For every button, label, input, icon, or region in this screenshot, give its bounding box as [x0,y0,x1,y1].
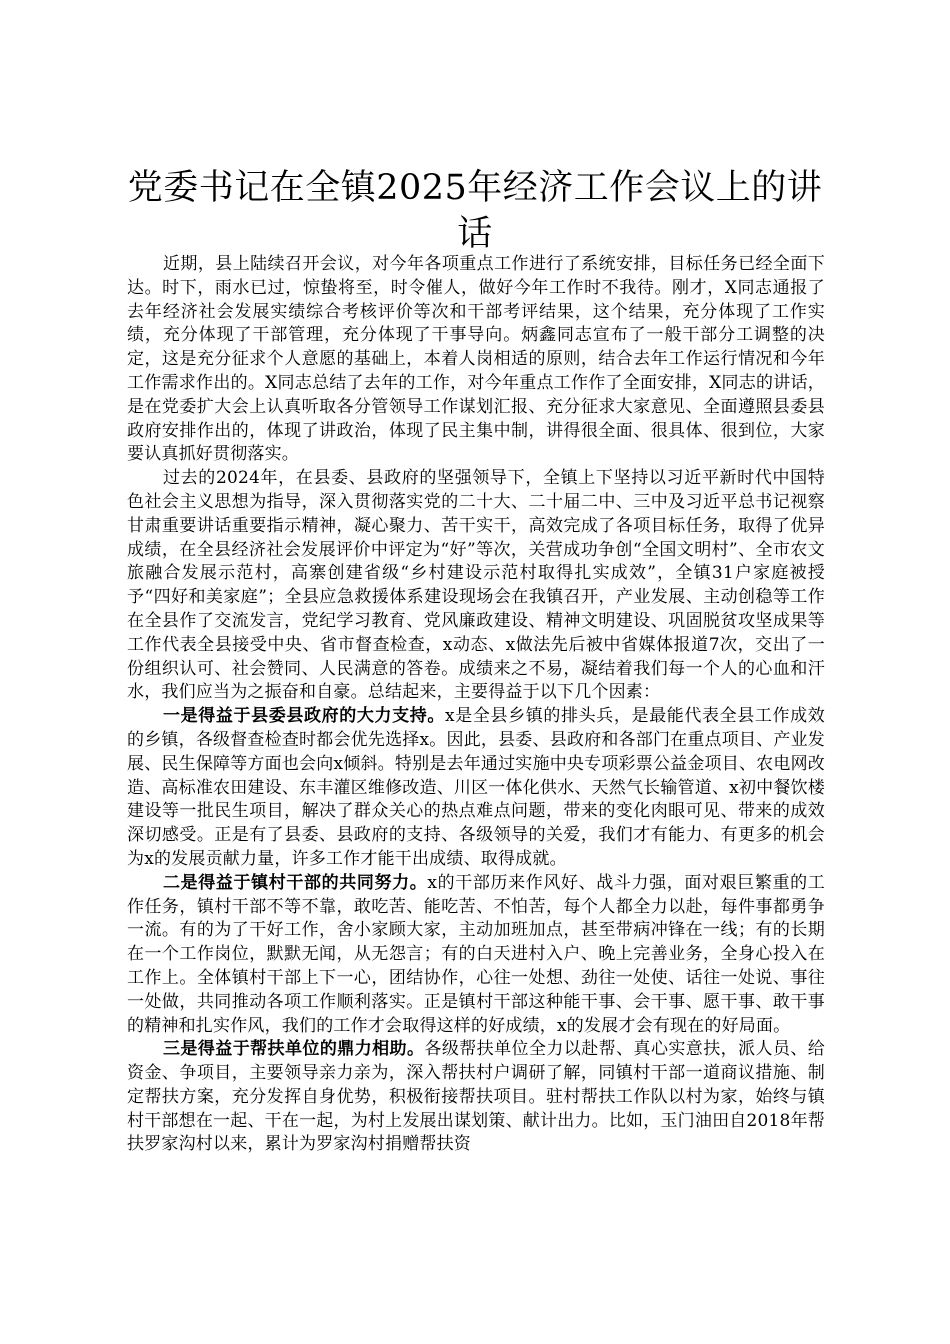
paragraph-factor-two [127,872,825,1039]
document-body [127,253,825,1157]
paragraph-factor-three [127,1038,825,1157]
paragraph-factor-one [127,705,825,872]
paragraph-text: 过去的2024年，在县委、县政府的坚强领导下，全镇上下坚持以习近平新时代中国特色社会主义思想为指导，深入贯彻落实党的二十大、二十届二中、三中及习近平总书记视察甘肃重要讲话重要指示精神，凝心聚力、苦干实干，高效完成了各项目标任务，取得了优异成绩，在全县经济社会发展评价中评定为“好”等次，关营成功争创“全国文明村”、全市农文旅融合发展示范村，高寨创建省级“乡村建设示范村取得扎实成效”，全镇31户家庭被授予“四好和美家庭”；全县应急救援体系建设现场会在我镇召开，产业发展、主动创稳等工作在全县作了交流发言，党纪学习教育、党风廉政建设、精神文明建设、巩固脱贫攻坚成果等工作代表全县接受中央、省市督查检查，x动态、x做法先后被中省媒体报道7次，交出了一份组织认可、社会赞同、人民满意的答卷。成绩来之不易，凝结着我们每一个人的心血和汗水，我们应当为之振奋和自豪。总结起来，主要得益于以下几个因素： [127,468,825,703]
paragraph-review-2024 [127,467,825,705]
paragraph-lead-heading: 一是得益于县委县政府的大力支持。 [163,706,446,727]
paragraph-lead-heading: 三是得益于帮扶单位的鼎力相助。 [163,1039,425,1060]
paragraph-intro [127,253,825,467]
paragraph-lead-heading: 二是得益于镇村干部的共同努力。 [163,872,428,893]
paragraph-text: 近期，县上陆续召开会议，对今年各项重点工作进行了系统安排，目标任务已经全面下达。时下，雨水已过，惊蛰将至，时令催人，做好今年工作时不我待。刚才，X同志通报了去年经济社会发展实绩综合考核评价等次和干部考评结果，这个结果，充分体现了工作实绩，充分体现了干部管理，充分体现了干事导向。炳鑫同志宣布了一般干部分工调整的决定，这是充分征求个人意愿的基础上，本着人岗相适的原则，结合去年工作运行情况和今年工作需求作出的。X同志总结了去年的工作，对今年重点工作作了全面安排，X同志的讲话，是在党委扩大会上认真听取各分管领导工作谋划汇报、充分征求大家意见、全面遵照县委县政府安排作出的，体现了讲政治，体现了民主集中制，讲得很全面、很具体、很到位，大家要认真抓好贯彻落实。 [127,254,825,465]
paragraph-text: x是全县乡镇的排头兵，是最能代表全县工作成效的乡镇，各级督查检查时都会优先选择x。因此，县委、县政府和各部门在重点项目、产业发展、民生保障等方面也会向x倾斜。特别是去年通过实施中央专项彩票公益金项目、农电网改造、高标准农田建设、东丰灌区维修改造、川区一体化供水、天然气长输管道、x初中餐饮楼建设等一批民生项目，解决了群众关心的热点难点问题，带来的变化肉眼可见、带来的成效深切感受。正是有了县委、县政府的支持、各级领导的关爱，我们才有能力、有更多的机会为x的发展贡献力量，许多工作才能干出成绩、取得成就。 [127,706,825,869]
paragraph-text: 各级帮扶单位全力以赴帮、真心实意扶，派人员、给资金、争项目，主要领导亲力亲为，深入帮扶村户调研了解，同镇村干部一道商议措施、制定帮扶方案，充分发挥自身优势，积极衔接帮扶项目。驻村帮扶工作队以村为家，始终与镇村干部想在一起、干在一起，为村上发展出谋划策、献计出力。比如，玉门油田自2018年帮扶罗家沟村以来，累计为罗家沟村捐赠帮扶资 [127,1039,825,1155]
paragraph-text: x的干部历来作风好、战斗力强，面对艰巨繁重的工作任务，镇村干部不等不靠，敢吃苦、能吃苦、不怕苦，每个人都全力以赴，每件事都勇争一流。有的为了干好工作，舍小家顾大家，主动加班加点，甚至带病冲锋在一线；有的长期在一个工作岗位，默默无闻，从无怨言；有的白天进村入户、晚上完善业务，全身心投入在工作上。全体镇村干部上下一心，团结协作，心往一处想、劲往一处使、话往一处说、事往一处做，共同推动各项工作顺利落实。正是镇村干部这种能干事、会干事、愿干事、敢干事的精神和扎实作风，我们的工作才会取得这样的好成绩，x的发展才会有现在的好局面。 [127,872,826,1036]
document-title: 党委书记在全镇2025年经济工作会议上的讲话 [127,168,823,254]
